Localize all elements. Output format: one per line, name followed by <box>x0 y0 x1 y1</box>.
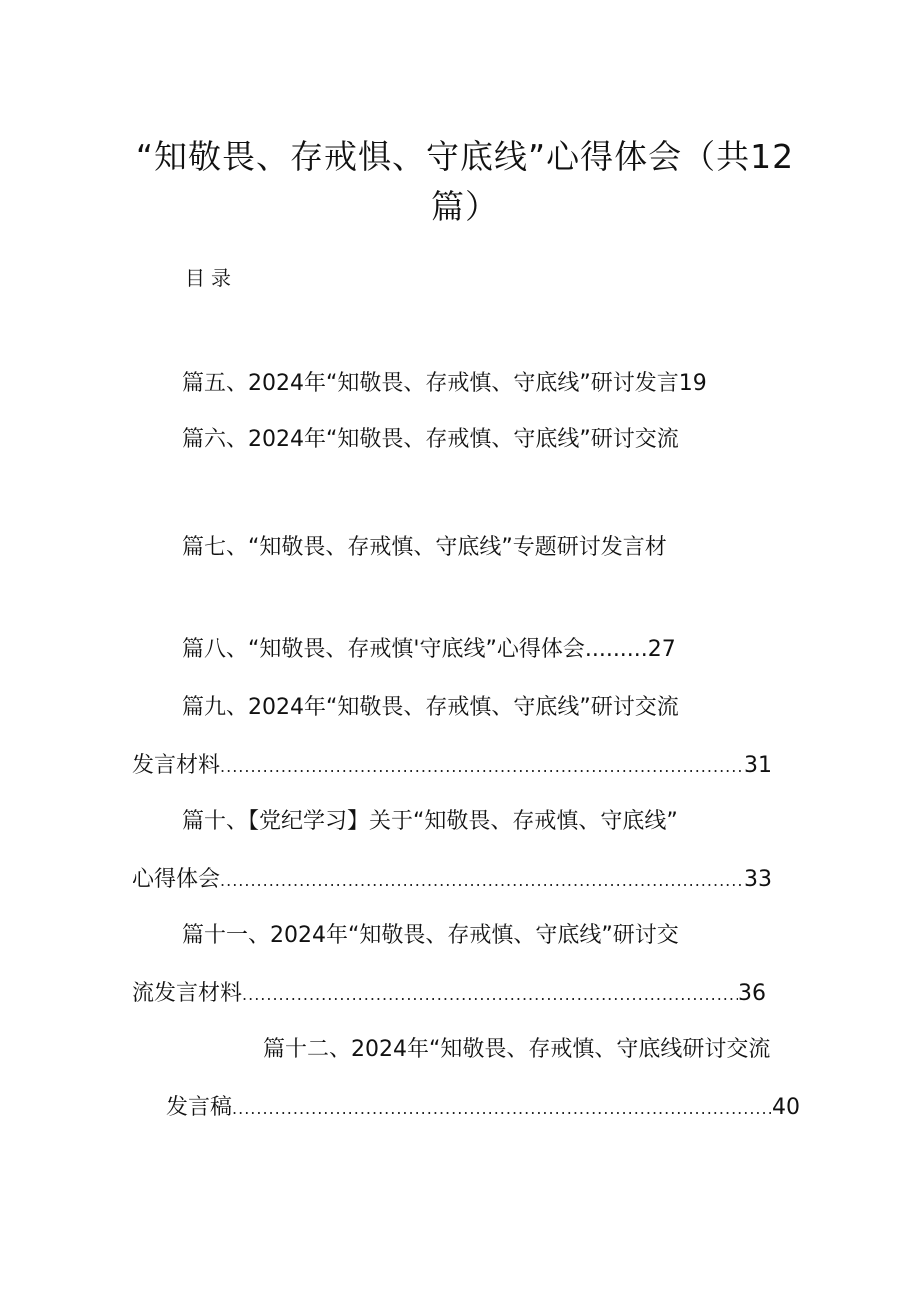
toc-entry-9[interactable]: 篇九、2024年“知敬畏、存戒慎、守底线”研讨交流 <box>182 695 679 720</box>
leader-dots <box>232 1093 772 1125</box>
toc-entry-11-page: 36 <box>738 981 766 1006</box>
leader-dots <box>220 865 744 897</box>
document-title <box>120 132 810 232</box>
toc-entry-11[interactable]: 篇十一、2024年“知敬畏、存戒慎、守底线”研讨交 <box>182 923 679 948</box>
toc-entry-6[interactable]: 篇六、2024年“知敬畏、存戒慎、守底线”研讨交流 <box>182 427 679 452</box>
leader-dots <box>242 979 738 1011</box>
title-line-2: 篇） <box>431 187 499 226</box>
toc-entry-10[interactable]: 篇十、【党纪学习】关于“知敬畏、存戒慎、守底线” <box>182 809 678 834</box>
toc-entry-10-continuation[interactable] <box>132 864 772 896</box>
toc-entry-9-continuation[interactable] <box>132 750 772 782</box>
toc-entry-11-cont-text: 流发言材料 <box>132 981 243 1006</box>
toc-entry-8[interactable]: 篇八、“知敬畏、存戒慎'守底线”心得体会.........27 <box>182 637 676 662</box>
toc-entry-7[interactable]: 篇七、“知敬畏、存戒慎、守底线”专题研讨发言材 <box>182 535 667 560</box>
toc-entry-12-page: 40 <box>772 1095 800 1120</box>
title-line-1: “知敬畏、存戒惧、守底线”心得体会（共12 <box>135 137 795 176</box>
toc-entry-10-page: 33 <box>744 867 772 892</box>
toc-entry-5[interactable]: 篇五、2024年“知敬畏、存戒慎、守底线”研讨发言19 <box>182 371 707 396</box>
toc-entry-10-cont-text: 心得体会 <box>132 867 221 892</box>
toc-entry-12-cont-text: 发言稿 <box>166 1095 233 1120</box>
toc-entry-12[interactable]: 篇十二、2024年“知敬畏、存戒慎、守底线研讨交流 <box>263 1037 771 1062</box>
toc-heading: 目录 <box>185 266 237 290</box>
leader-dots <box>220 751 744 783</box>
toc-entry-12-continuation[interactable] <box>166 1092 800 1124</box>
toc-entry-9-cont-text: 发言材料 <box>132 753 221 778</box>
toc-entry-9-page: 31 <box>744 753 772 778</box>
toc-entry-11-continuation[interactable] <box>132 978 766 1010</box>
